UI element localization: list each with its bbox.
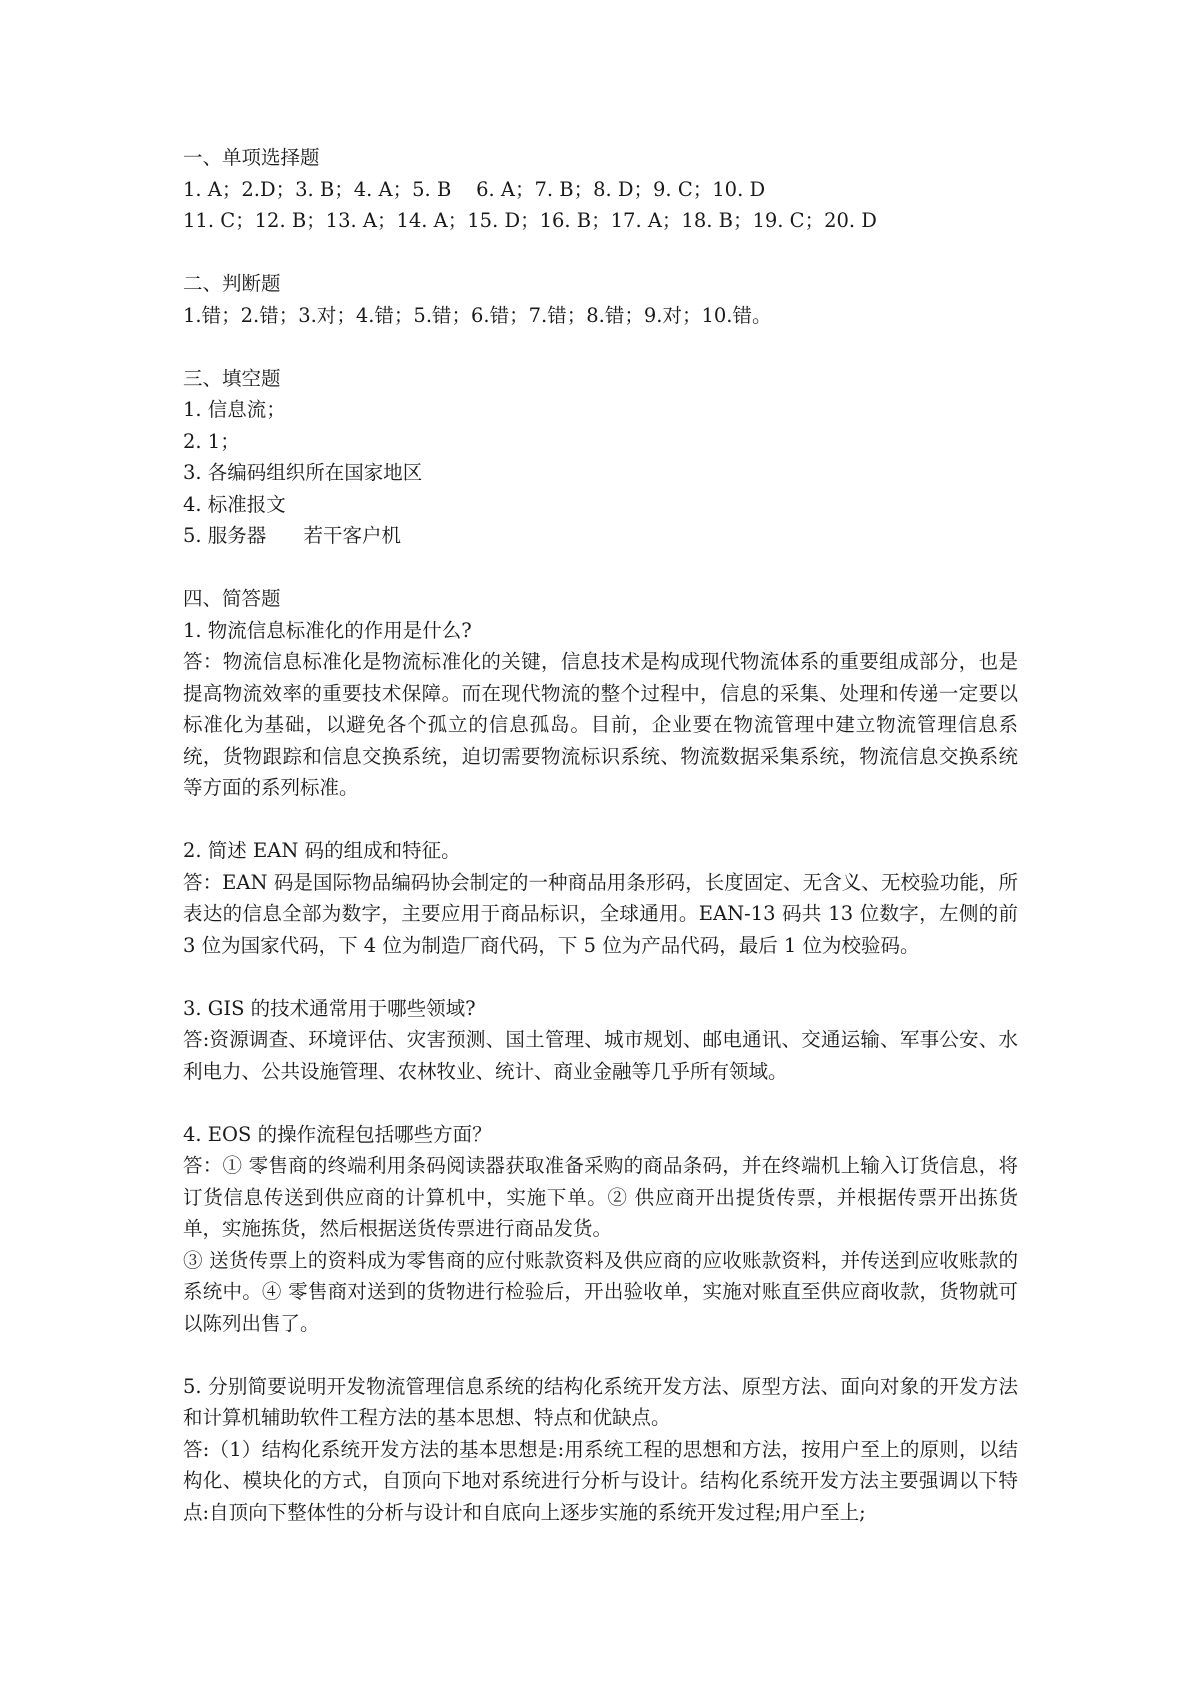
spacer: [183, 1087, 1018, 1119]
answer-2: 答：EAN 码是国际物品编码协会制定的一种商品用条形码，长度固定、无含义、无校验功能，所表达的信息全部为数字，主要应用于商品标识，全球通用。EAN-13 码共 13 位数字，左侧的前 3 位为国家代码，下 4 位为制造厂商代码，下 5 位为产品代码，最后 1 位为校验码。: [183, 870, 1018, 957]
answer-1: 答：物流信息标准化是物流标准化的关键，信息技术是构成现代物流体系的重要组成部分，也是提高物流效率的重要技术保障。而在现代物流的整个过程中，信息的采集、处理和传递一定要以标准化为基础，以避免各个孤立的信息孤岛。目前，企业要在物流管理中建立物流管理信息系统，货物跟踪和信息交换系统，迫切需要物流标识系统、物流数据采集系统，物流信息交换系统等方面的系列标准。: [183, 650, 1018, 799]
question-3: 3. GIS 的技术通常用于哪些领域?: [183, 996, 476, 1020]
document-page: [183, 142, 1018, 1528]
choice-answers-line-1: 1. A；2.D；3. B；4. A；5. B 6. A；7. B；8. D；9. C；10. D: [183, 177, 766, 201]
spacer: [183, 237, 1018, 269]
answer-4-part-2: ③ 送货传票上的资料成为零售商的应付账款资料及供应商的应收账款资料，并传送到应收账款的系统中。④ 零售商对送到的货物进行检验后，开出验收单，实施对账直至供应商收款，货物就可以陈列出售了。: [183, 1248, 1018, 1335]
section-heading-true-false: 二、判断题: [183, 272, 281, 295]
answer-3: 答:资源调查、环境评估、灾害预测、国土管理、城市规划、邮电通讯、交通运输、军事公安、水利电力、公共设施管理、农林牧业、统计、商业金融等几乎所有领域。: [183, 1028, 1018, 1083]
section-heading-short-answer: 四、简答题: [183, 587, 281, 610]
question-2: 2. 简述 EAN 码的组成和特征。: [183, 839, 461, 862]
fill-blank-item-4: 4. 标准报文: [183, 492, 286, 516]
question-4: 4. EOS 的操作流程包括哪些方面？: [183, 1122, 492, 1146]
section-heading-multiple-choice: 一、单项选择题: [183, 146, 320, 169]
answer-4-part-1: 答：① 零售商的终端利用条码阅读器获取准备采购的商品条码，并在终端机上输入订货信息，将订货信息传送到供应商的计算机中，实施下单。② 供应商开出提货传票，并根据传票开出拣货单，实施拣货，然后根据送货传票进行商品发货。: [183, 1154, 1018, 1240]
section-heading-fill-blank: 三、填空题: [183, 366, 281, 390]
spacer: [183, 331, 1018, 363]
fill-blank-item-5: 5. 服务器 若干客户机: [183, 524, 401, 547]
spacer: [183, 1339, 1018, 1371]
choice-answers-line-2: 11. C；12. B；13. A；14. A；15. D；16. B；17. A；18. B；19. C；20. D: [183, 209, 877, 232]
true-false-answers: 1.错；2.错；3.对；4.错；5.错；6.错；7.错；8.错；9.对；10.错。: [183, 303, 772, 327]
fill-blank-item-2: 2. 1；: [183, 429, 240, 453]
spacer: [183, 804, 1018, 836]
question-5: 5. 分别简要说明开发物流管理信息系统的结构化系统开发方法、原型方法、面向对象的开发方法和计算机辅助软件工程方法的基本思想、特点和优缺点。: [183, 1374, 1018, 1429]
answer-5: 答:（1）结构化系统开发方法的基本思想是:用系统工程的思想和方法，按用户至上的原则，以结构化、模块化的方式，自顶向下地对系统进行分析与设计。结构化系统开发方法主要强调以下特点:自顶向下整体性的分析与设计和自底向上逐步实施的系统开发过程;用户至上;: [183, 1437, 1018, 1524]
spacer: [183, 552, 1018, 584]
spacer: [183, 961, 1018, 993]
fill-blank-item-1: 1. 信息流；: [183, 398, 286, 421]
question-1: 1. 物流信息标准化的作用是什么?: [183, 618, 472, 642]
fill-blank-item-3: 3. 各编码组织所在国家地区: [183, 461, 423, 484]
